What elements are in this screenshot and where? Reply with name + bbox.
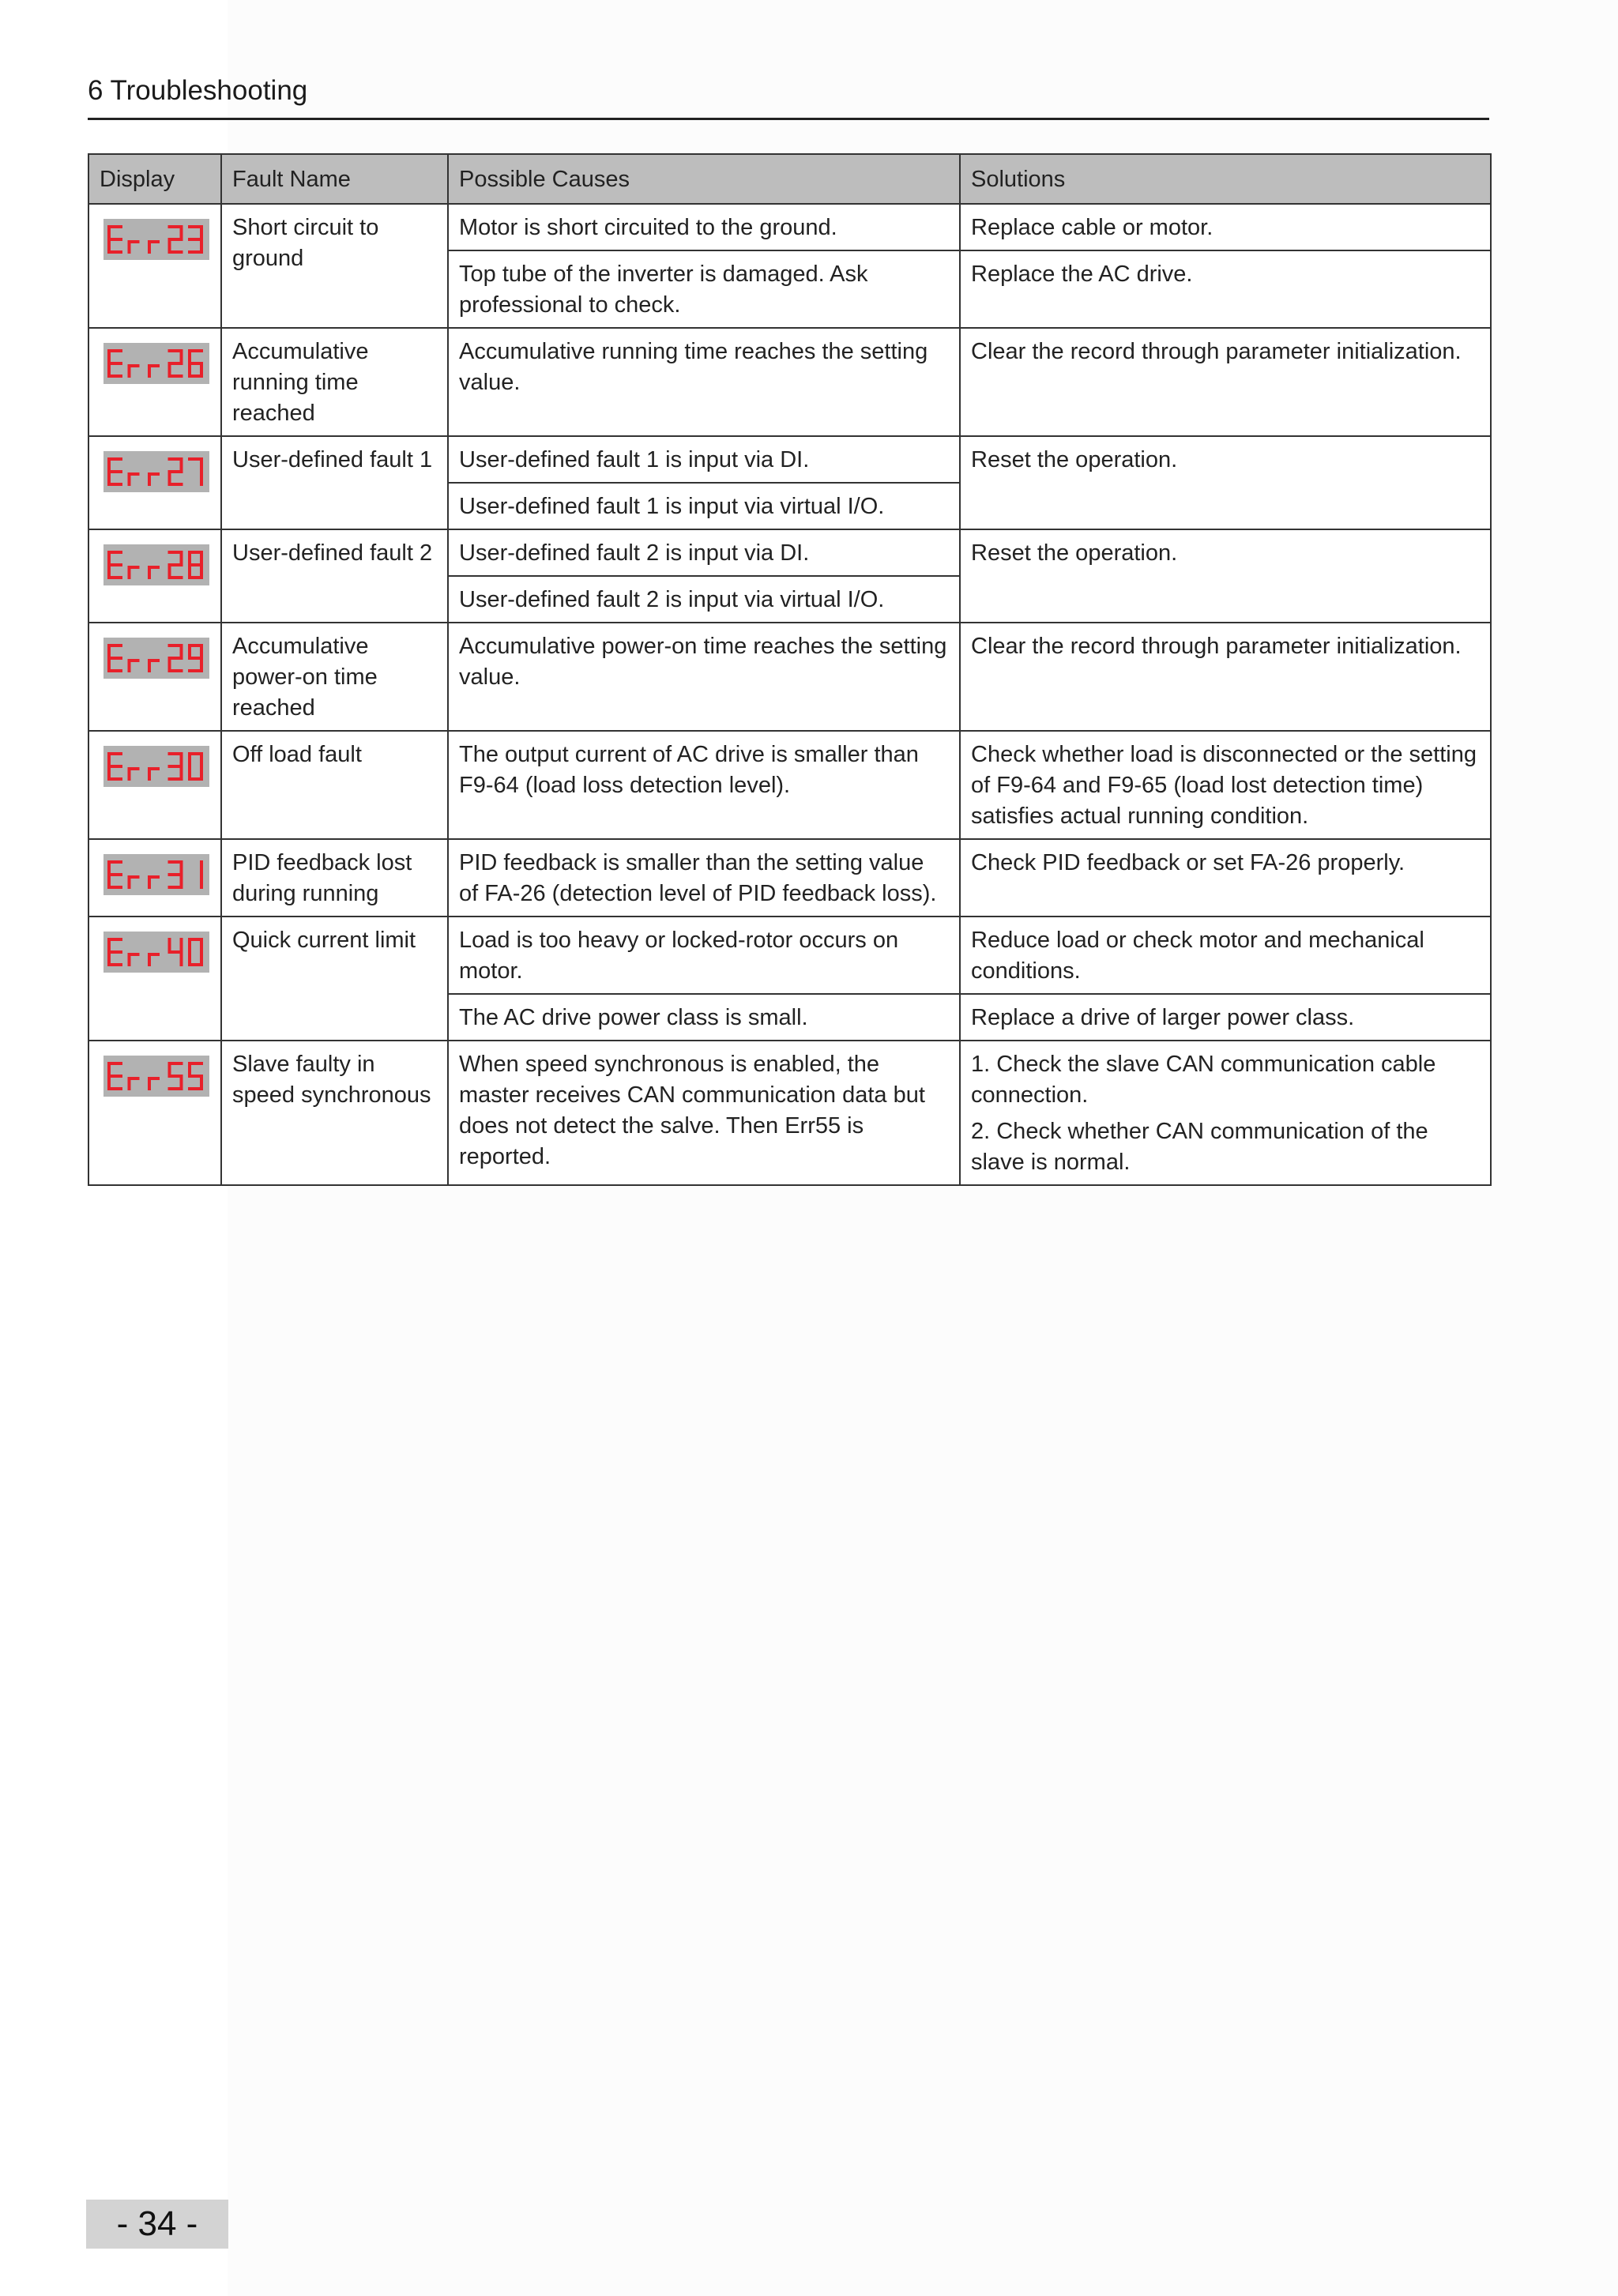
led-segment bbox=[128, 767, 140, 770]
led-segment bbox=[107, 950, 122, 954]
led-character bbox=[200, 860, 203, 889]
solution-steps bbox=[971, 1049, 1480, 1178]
led-segment bbox=[188, 952, 191, 966]
led-segment bbox=[180, 551, 183, 565]
led-segment bbox=[180, 752, 183, 766]
solution-cell bbox=[960, 1041, 1491, 1185]
solution-cell: Reset the operation. bbox=[960, 529, 1491, 623]
led-character bbox=[128, 566, 140, 579]
led-character bbox=[107, 938, 122, 966]
fault-table bbox=[88, 153, 1492, 1186]
led-character bbox=[107, 349, 122, 378]
led-segment bbox=[128, 566, 140, 569]
solution-cell: Check whether load is disconnected or the setting of F9-64 and F9-65 (load lost detection time) satisfies actual running condition. bbox=[960, 731, 1491, 839]
led-character bbox=[168, 644, 183, 672]
led-segment bbox=[148, 1077, 160, 1080]
led-character bbox=[107, 1062, 122, 1090]
led-character bbox=[188, 551, 203, 579]
led-character bbox=[128, 659, 140, 672]
led-character bbox=[128, 1077, 140, 1090]
led-segment bbox=[168, 669, 183, 672]
cause-cell: User-defined fault 1 is input via virtual I/O. bbox=[448, 483, 960, 529]
led-segment bbox=[107, 563, 122, 566]
display-cell bbox=[88, 623, 221, 731]
led-digits bbox=[103, 854, 209, 895]
led-segment bbox=[107, 239, 111, 254]
table-row bbox=[88, 1041, 1491, 1185]
led-character bbox=[107, 860, 122, 889]
led-segment bbox=[188, 1062, 191, 1076]
led-display bbox=[103, 451, 209, 492]
led-segment bbox=[168, 777, 183, 781]
led-character bbox=[168, 752, 183, 781]
led-segment bbox=[188, 669, 203, 672]
led-segment bbox=[180, 457, 183, 472]
led-segment bbox=[188, 250, 203, 254]
table-row bbox=[88, 436, 1491, 483]
solution-cell: Replace the AC drive. bbox=[960, 250, 1491, 328]
led-digits bbox=[103, 544, 209, 585]
led-segment bbox=[128, 472, 140, 476]
cause-cell: User-defined fault 2 is input via DI. bbox=[448, 529, 960, 576]
table-row bbox=[88, 917, 1491, 994]
led-segment bbox=[107, 644, 111, 658]
fault-name-cell: Accumulative running time reached bbox=[221, 328, 448, 436]
led-character bbox=[188, 1062, 203, 1090]
fault-name-cell: Accumulative power-on time reached bbox=[221, 623, 448, 731]
led-character bbox=[188, 349, 203, 378]
led-character bbox=[148, 364, 160, 378]
table-row bbox=[88, 731, 1491, 839]
led-character bbox=[188, 752, 203, 781]
led-character bbox=[148, 875, 160, 889]
cause-cell: The output current of AC drive is smaller than F9-64 (load loss detection level). bbox=[448, 731, 960, 839]
led-segment bbox=[180, 938, 183, 952]
cause-cell: User-defined fault 2 is input via virtual I/O. bbox=[448, 576, 960, 623]
table-header-row bbox=[88, 154, 1491, 204]
led-digits bbox=[103, 343, 209, 384]
led-character bbox=[168, 1062, 183, 1090]
table-row bbox=[88, 623, 1491, 731]
fault-name-cell: User-defined fault 2 bbox=[221, 529, 448, 623]
led-character bbox=[188, 457, 203, 486]
led-character bbox=[107, 457, 122, 486]
led-segment bbox=[128, 240, 140, 243]
led-character bbox=[188, 225, 203, 254]
fault-name-cell: Off load fault bbox=[221, 731, 448, 839]
led-character bbox=[107, 752, 122, 781]
led-segment bbox=[168, 938, 171, 952]
led-segment bbox=[107, 349, 111, 363]
display-cell bbox=[88, 328, 221, 436]
led-segment bbox=[107, 875, 111, 889]
led-segment bbox=[200, 860, 203, 875]
led-segment bbox=[188, 938, 191, 952]
table-row bbox=[88, 839, 1491, 917]
led-segment bbox=[200, 457, 203, 472]
led-character bbox=[168, 349, 183, 378]
led-character bbox=[168, 225, 183, 254]
led-segment bbox=[148, 240, 160, 243]
solution-cell: Replace cable or motor. bbox=[960, 204, 1491, 250]
table-row bbox=[88, 204, 1491, 250]
led-segment bbox=[107, 457, 111, 472]
led-segment bbox=[180, 349, 183, 363]
led-display bbox=[103, 219, 209, 260]
led-segment bbox=[107, 238, 122, 241]
led-segment bbox=[107, 565, 111, 579]
display-cell bbox=[88, 204, 221, 328]
display-cell bbox=[88, 917, 221, 1041]
led-segment bbox=[188, 551, 191, 565]
led-segment bbox=[148, 364, 160, 367]
cause-cell: When speed synchronous is enabled, the master receives CAN communication data but does not detect the salve. Then Err55 is reported. bbox=[448, 1041, 960, 1185]
display-cell bbox=[88, 731, 221, 839]
page-number: - 34 - bbox=[86, 2200, 228, 2249]
fault-name-cell: Slave faulty in speed synchronous bbox=[221, 1041, 448, 1185]
led-segment bbox=[107, 766, 111, 781]
solution-cell: Clear the record through parameter initialization. bbox=[960, 623, 1491, 731]
cause-cell: PID feedback is smaller than the setting value of FA-26 (detection level of PID feedback loss). bbox=[448, 839, 960, 917]
led-segment bbox=[107, 470, 122, 473]
table-row bbox=[88, 529, 1491, 576]
solution-cell: Replace a drive of larger power class. bbox=[960, 994, 1491, 1041]
cause-cell: Motor is short circuited to the ground. bbox=[448, 204, 960, 250]
led-display bbox=[103, 932, 209, 973]
led-character bbox=[188, 938, 203, 966]
column-header-solutions: Solutions bbox=[960, 154, 1491, 204]
fault-name-cell: PID feedback lost during running bbox=[221, 839, 448, 917]
led-segment bbox=[168, 375, 183, 378]
led-character bbox=[128, 472, 140, 486]
led-segment bbox=[168, 1062, 171, 1076]
led-character bbox=[107, 225, 122, 254]
led-segment bbox=[107, 225, 111, 239]
led-segment bbox=[107, 657, 122, 660]
led-digits bbox=[103, 451, 209, 492]
led-digits bbox=[103, 219, 209, 260]
fault-name-cell: User-defined fault 1 bbox=[221, 436, 448, 529]
led-segment bbox=[128, 364, 140, 367]
display-cell bbox=[88, 436, 221, 529]
led-character bbox=[128, 364, 140, 378]
led-character bbox=[148, 767, 160, 781]
led-segment bbox=[128, 1077, 140, 1080]
led-segment bbox=[128, 953, 140, 956]
led-segment bbox=[148, 472, 160, 476]
led-segment bbox=[107, 363, 111, 378]
led-segment bbox=[148, 566, 160, 569]
led-segment bbox=[148, 875, 160, 879]
led-segment bbox=[200, 472, 203, 486]
led-display bbox=[103, 544, 209, 585]
fault-name-cell: Quick current limit bbox=[221, 917, 448, 1041]
led-segment bbox=[188, 565, 191, 579]
display-cell bbox=[88, 529, 221, 623]
led-segment bbox=[200, 644, 203, 658]
led-segment bbox=[188, 644, 191, 658]
led-segment bbox=[188, 752, 191, 766]
led-segment bbox=[200, 225, 203, 239]
solution-cell: Reduce load or check motor and mechanical conditions. bbox=[960, 917, 1491, 994]
led-segment bbox=[148, 659, 160, 662]
led-segment bbox=[168, 886, 183, 889]
led-segment bbox=[200, 938, 203, 952]
led-segment bbox=[200, 875, 203, 889]
led-segment bbox=[188, 563, 203, 566]
led-segment bbox=[107, 1075, 122, 1078]
led-display bbox=[103, 638, 209, 679]
led-segment bbox=[107, 362, 122, 365]
led-character bbox=[168, 860, 183, 889]
led-segment bbox=[107, 1076, 111, 1090]
led-segment bbox=[168, 576, 183, 579]
led-character bbox=[148, 566, 160, 579]
led-segment bbox=[128, 659, 140, 662]
led-segment bbox=[107, 752, 111, 766]
led-character bbox=[128, 767, 140, 781]
solution-step: 1. Check the slave CAN communication cable connection. bbox=[971, 1052, 1436, 1108]
led-segment bbox=[107, 873, 122, 876]
cause-cell: Accumulative running time reaches the setting value. bbox=[448, 328, 960, 436]
led-character bbox=[128, 953, 140, 966]
led-segment bbox=[180, 952, 183, 966]
column-header-fault-name: Fault Name bbox=[221, 154, 448, 204]
led-character bbox=[168, 938, 183, 966]
led-segment bbox=[148, 953, 160, 956]
cause-cell: Accumulative power-on time reaches the setting value. bbox=[448, 623, 960, 731]
led-segment bbox=[180, 644, 183, 658]
led-segment bbox=[200, 551, 203, 565]
header-rule bbox=[88, 118, 1489, 120]
led-character bbox=[148, 472, 160, 486]
solution-cell: Reset the operation. bbox=[960, 436, 1491, 529]
solution-cell: Clear the record through parameter initialization. bbox=[960, 328, 1491, 436]
led-segment bbox=[107, 472, 111, 486]
led-segment bbox=[128, 875, 140, 879]
led-segment bbox=[168, 250, 183, 254]
led-character bbox=[168, 457, 183, 486]
led-segment bbox=[148, 767, 160, 770]
led-segment bbox=[107, 938, 111, 952]
display-cell bbox=[88, 839, 221, 917]
led-segment bbox=[107, 658, 111, 672]
led-segment bbox=[168, 483, 183, 486]
led-display bbox=[103, 1056, 209, 1097]
led-segment bbox=[188, 766, 191, 781]
cause-cell: The AC drive power class is small. bbox=[448, 994, 960, 1041]
solution-cell: Check PID feedback or set FA-26 properly. bbox=[960, 839, 1491, 917]
cause-cell: User-defined fault 1 is input via DI. bbox=[448, 436, 960, 483]
led-character bbox=[168, 551, 183, 579]
led-segment bbox=[107, 1062, 111, 1076]
solution-step: 2. Check whether CAN communication of the slave is normal. bbox=[971, 1119, 1428, 1175]
led-display bbox=[103, 854, 209, 895]
led-digits bbox=[103, 932, 209, 973]
led-character bbox=[148, 1077, 160, 1090]
column-header-display: Display bbox=[88, 154, 221, 204]
led-digits bbox=[103, 638, 209, 679]
led-digits bbox=[103, 746, 209, 787]
led-character bbox=[128, 875, 140, 889]
led-digits bbox=[103, 1056, 209, 1097]
display-cell bbox=[88, 1041, 221, 1185]
led-segment bbox=[107, 765, 122, 768]
led-segment bbox=[180, 225, 183, 239]
column-header-possible-causes: Possible Causes bbox=[448, 154, 960, 204]
led-character bbox=[107, 644, 122, 672]
led-character bbox=[148, 953, 160, 966]
led-segment bbox=[107, 860, 111, 875]
table-row bbox=[88, 328, 1491, 436]
fault-name-cell: Short circuit to ground bbox=[221, 204, 448, 328]
led-segment bbox=[200, 752, 203, 766]
led-segment bbox=[188, 349, 191, 363]
led-character bbox=[148, 240, 160, 254]
led-segment bbox=[107, 551, 111, 565]
led-segment bbox=[188, 657, 203, 660]
led-display bbox=[103, 746, 209, 787]
led-character bbox=[107, 551, 122, 579]
led-character bbox=[128, 240, 140, 254]
section-heading: 6 Troubleshooting bbox=[88, 75, 308, 106]
led-segment bbox=[168, 1087, 183, 1090]
led-segment bbox=[188, 1087, 203, 1090]
led-segment bbox=[188, 375, 203, 378]
led-segment bbox=[180, 860, 183, 875]
led-display bbox=[103, 343, 209, 384]
led-character bbox=[148, 659, 160, 672]
cause-cell: Top tube of the inverter is damaged. Ask professional to check. bbox=[448, 250, 960, 328]
led-segment bbox=[107, 952, 111, 966]
cause-cell: Load is too heavy or locked-rotor occurs on motor. bbox=[448, 917, 960, 994]
led-character bbox=[188, 644, 203, 672]
